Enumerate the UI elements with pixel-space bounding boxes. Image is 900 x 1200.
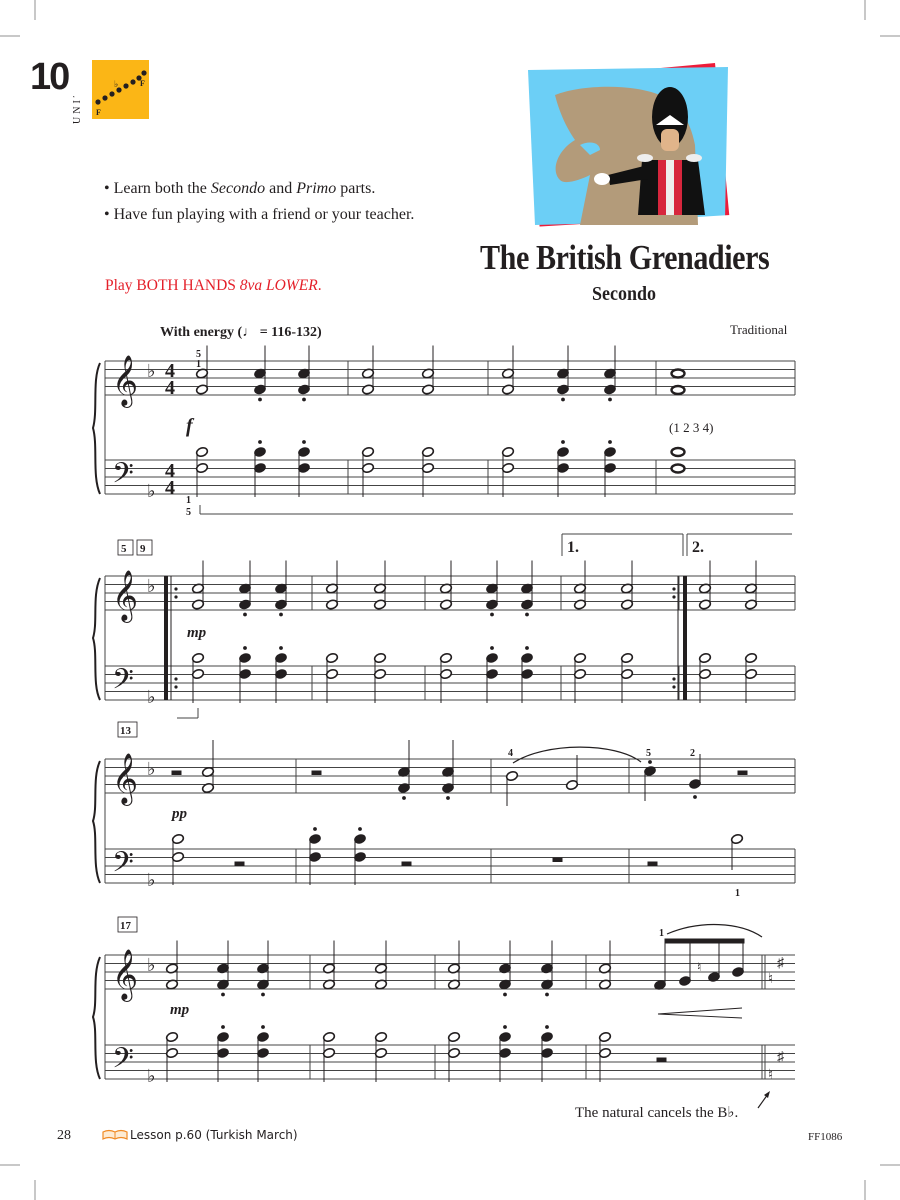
fingering: 1: [659, 928, 664, 939]
first-ending: 1.: [567, 539, 579, 556]
svg-text:♮: ♮: [768, 1068, 774, 1083]
svg-text:4: 4: [165, 360, 175, 382]
composer: Traditional: [730, 322, 788, 337]
svg-text:♭: ♭: [114, 79, 119, 89]
svg-text:♯: ♯: [777, 956, 784, 971]
svg-text:UNIT: UNIT: [72, 96, 82, 124]
svg-text:𝄞: 𝄞: [112, 754, 139, 803]
fingering: 5: [196, 349, 201, 360]
natural-footnote: The natural cancels the B♭.: [575, 1105, 739, 1121]
measure-number: 13: [120, 725, 131, 737]
measure-number: 17: [120, 920, 131, 932]
svg-text:♮: ♮: [697, 960, 702, 974]
book-icon: [102, 1129, 128, 1141]
svg-text:4: 4: [165, 477, 175, 499]
slur: [667, 925, 762, 937]
svg-text:♭: ♭: [147, 870, 156, 890]
svg-text:♭: ♭: [147, 687, 156, 707]
svg-text:𝄢: 𝄢: [112, 1044, 134, 1081]
measure-number: 5: [121, 543, 127, 555]
fingering: 5: [646, 748, 651, 759]
dynamic-forte: f: [186, 415, 193, 437]
piece-title: The British Grenadiers: [480, 238, 770, 277]
dynamic-mezzo-piano: mp: [170, 1002, 190, 1018]
svg-text:𝄢: 𝄢: [112, 459, 134, 496]
fingering: 2: [690, 748, 695, 759]
dynamic-pianissimo: pp: [172, 806, 187, 822]
instruction-item: • Have fun playing with a friend or your teacher.: [104, 202, 414, 228]
fingering: 1: [735, 888, 740, 899]
svg-text:𝄢: 𝄢: [112, 848, 134, 885]
piece-part: Secondo: [592, 283, 657, 305]
crescendo-hairpin: [658, 1008, 742, 1018]
measure-number: 9: [140, 543, 146, 555]
dynamic-mezzo-piano: mp: [187, 625, 207, 641]
system-2: [105, 534, 795, 718]
page-number: 28: [57, 1128, 71, 1143]
time-signature: [165, 360, 175, 499]
count-text: (1 2 3 4): [669, 420, 714, 435]
catalog-code: FF1086: [808, 1131, 843, 1143]
svg-text:4: 4: [165, 377, 175, 399]
fingering: 1: [196, 359, 201, 370]
fingering: 5: [186, 507, 191, 518]
svg-text:♯: ♯: [777, 1050, 784, 1065]
svg-text:𝄞: 𝄞: [112, 356, 139, 405]
svg-text:♭: ♭: [147, 955, 156, 975]
svg-text:𝄞: 𝄞: [112, 950, 139, 999]
octave-instruction: Play BOTH HANDS 8va LOWER.: [105, 277, 322, 294]
brace: [93, 363, 100, 1079]
svg-text:♭: ♭: [147, 576, 156, 596]
unit-number: 10: [30, 56, 69, 98]
svg-text:♭: ♭: [147, 361, 156, 381]
fingering: 1: [186, 495, 191, 506]
svg-text:𝄢: 𝄢: [112, 665, 134, 702]
fingering: 4: [508, 748, 513, 759]
lesson-reference[interactable]: Lesson p.60 (Turkish March): [102, 1128, 298, 1142]
svg-text:♭: ♭: [147, 1066, 156, 1086]
svg-text:4: 4: [165, 460, 175, 482]
svg-text:♭: ♭: [147, 759, 156, 779]
svg-text:♭: ♭: [147, 481, 156, 501]
instruction-item: • Learn both the Secondo and Primo parts.: [104, 176, 414, 202]
badge-to-note: F: [140, 79, 145, 88]
svg-text:♮: ♮: [768, 972, 774, 987]
svg-text:𝄞: 𝄞: [112, 571, 139, 620]
system-3: [105, 759, 795, 883]
tempo-marking: With energy (♩ = 116-132): [160, 325, 322, 340]
system-4: [105, 955, 795, 1079]
flat-key-signature: [147, 361, 156, 1086]
badge-from-note: F: [96, 108, 101, 117]
second-ending: 2.: [692, 539, 704, 556]
system-1: [105, 361, 795, 514]
